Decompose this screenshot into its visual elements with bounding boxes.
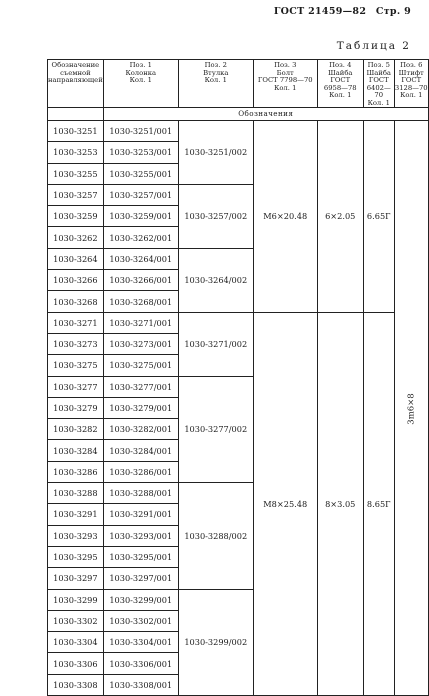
pos1-cell: 1030-3255/001 (103, 163, 178, 184)
designation-cell: 1030-3288 (48, 483, 104, 504)
pos1-cell: 1030-3268/001 (103, 291, 178, 312)
header-line: Поз. 5 (367, 61, 390, 69)
designation-cell: 1030-3262 (48, 227, 104, 248)
header-line: 6958—78 (323, 83, 357, 92)
designation-cell: 1030-3306 (48, 653, 104, 674)
designation-cell: 1030-3251 (48, 121, 104, 142)
designation-cell: 1030-3257 (48, 184, 104, 205)
designation-cell: 1030-3293 (48, 525, 104, 546)
pos1-cell: 1030-3273/001 (103, 333, 178, 354)
designation-cell: 1030-3302 (48, 610, 104, 631)
designation-cell: 1030-3277 (48, 376, 104, 397)
col-header-pos4 (317, 60, 363, 108)
pos1-cell: 1030-3275/001 (103, 355, 178, 376)
designation-cell: 1030-3255 (48, 163, 104, 184)
designation-cell: 1030-3275 (48, 355, 104, 376)
standard-number: ГОСТ 21459—82 (273, 6, 367, 17)
header-line: ГОСТ (368, 76, 389, 84)
header-line: Штифт (398, 68, 424, 77)
parts-table (47, 59, 429, 696)
pos1-cell: 1030-3253/001 (103, 142, 178, 163)
pos6-cell (394, 121, 428, 696)
pos1-cell: 1030-3259/001 (103, 206, 178, 227)
header-line: Втулка (203, 68, 229, 77)
designation-cell: 1030-3299 (48, 589, 104, 610)
designation-cell: 1030-3271 (48, 312, 104, 333)
designation-cell: 1030-3282 (48, 419, 104, 440)
header-line: 6402—70 (366, 83, 391, 99)
header-line: Шайба (366, 68, 391, 77)
pos1-cell: 1030-3264/001 (103, 248, 178, 269)
header-line: Кол. 1 (367, 98, 390, 107)
pos1-cell: 1030-3299/001 (103, 589, 178, 610)
header-line: Поз. 1 (129, 61, 152, 69)
pos1-cell: 1030-3271/001 (103, 312, 178, 333)
pos1-cell: 1030-3295/001 (103, 546, 178, 567)
header-line: Кол. 1 (329, 91, 352, 99)
pos2-cell: 1030-3277/002 (178, 376, 253, 482)
pos5-cell: 6.65Г (363, 121, 394, 313)
header-line: Кол. 1 (274, 83, 297, 92)
header-line: Поз. 4 (329, 61, 352, 69)
col-header-pos3 (253, 60, 317, 108)
pos1-cell: 1030-3308/001 (103, 674, 178, 695)
pos2-cell: 1030-3288/002 (178, 483, 253, 589)
header-line: ГОСТ 7798—70 (257, 76, 313, 84)
header-line: Обозначение (51, 61, 100, 69)
pos1-cell: 1030-3293/001 (103, 525, 178, 546)
pos2-cell: 1030-3264/002 (178, 248, 253, 312)
header-line: ГОСТ (330, 76, 351, 84)
designation-cell: 1030-3253 (48, 142, 104, 163)
header-line: Шайба (328, 68, 353, 77)
pos1-cell: 1030-3302/001 (103, 610, 178, 631)
header-line: Колонка (125, 68, 157, 77)
pos1-cell: 1030-3286/001 (103, 461, 178, 482)
header-line: Болт (276, 68, 294, 77)
designation-cell: 1030-3291 (48, 504, 104, 525)
designation-cell: 1030-3297 (48, 568, 104, 589)
designation-cell: 1030-3284 (48, 440, 104, 461)
col-header-pos6 (394, 60, 428, 108)
header-line: Кол. 1 (204, 76, 227, 84)
pos1-cell: 1030-3304/001 (103, 632, 178, 653)
pos3-cell: М6×20.48 (253, 121, 317, 313)
pos1-cell: 1030-3291/001 (103, 504, 178, 525)
designation-cell: 1030-3273 (48, 333, 104, 354)
pos1-cell: 1030-3262/001 (103, 227, 178, 248)
designation-cell: 1030-3259 (48, 206, 104, 227)
table-row (48, 121, 429, 142)
col-header-pos2 (178, 60, 253, 108)
table-caption: Таблица 2 (336, 40, 411, 52)
designation-cell: 1030-3264 (48, 248, 104, 269)
header-line: направляющей (48, 76, 103, 84)
page-number: Стр. 9 (375, 6, 411, 17)
pos1-cell: 1030-3266/001 (103, 270, 178, 291)
header-line: Кол. 1 (129, 76, 152, 84)
header-line: 3128—70 (394, 83, 428, 92)
pos6-value: 3m6×8 (406, 392, 417, 425)
pos2-cell: 1030-3257/002 (178, 184, 253, 248)
table-body (48, 121, 429, 696)
header-line: Поз. 3 (274, 61, 297, 69)
pos1-cell: 1030-3279/001 (103, 397, 178, 418)
table-row (48, 312, 429, 333)
col-header-pos5 (363, 60, 394, 108)
designation-cell: 1030-3279 (48, 397, 104, 418)
pos1-cell: 1030-3282/001 (103, 419, 178, 440)
subheader-designations: Обозначения (103, 108, 428, 121)
col-header-designation (48, 60, 104, 108)
pos4-cell: 6×2.05 (317, 121, 363, 313)
pos1-cell: 1030-3257/001 (103, 184, 178, 205)
header-line: Кол. 1 (400, 91, 423, 99)
designation-cell: 1030-3308 (48, 674, 104, 695)
pos2-cell: 1030-3251/002 (178, 121, 253, 185)
pos4-cell: 8×3.05 (317, 312, 363, 695)
col-header-pos1 (103, 60, 178, 108)
subheader-blank (48, 108, 104, 121)
pos1-cell: 1030-3288/001 (103, 483, 178, 504)
designation-cell: 1030-3304 (48, 632, 104, 653)
header-line: Поз. 6 (400, 61, 423, 69)
pos1-cell: 1030-3306/001 (103, 653, 178, 674)
designation-cell: 1030-3268 (48, 291, 104, 312)
designation-cell: 1030-3266 (48, 270, 104, 291)
pos1-cell: 1030-3251/001 (103, 121, 178, 142)
header-line: Поз. 2 (204, 61, 227, 69)
designation-cell: 1030-3286 (48, 461, 104, 482)
designation-cell: 1030-3295 (48, 546, 104, 567)
pos1-cell: 1030-3297/001 (103, 568, 178, 589)
pos2-cell: 1030-3299/002 (178, 589, 253, 695)
header-line: съемной (60, 68, 91, 77)
page-header (268, 6, 411, 17)
pos2-cell: 1030-3271/002 (178, 312, 253, 376)
pos1-cell: 1030-3284/001 (103, 440, 178, 461)
pos5-cell: 8.65Г (363, 312, 394, 695)
pos1-cell: 1030-3277/001 (103, 376, 178, 397)
header-line: ГОСТ (401, 76, 422, 84)
pos3-cell: М8×25.48 (253, 312, 317, 695)
